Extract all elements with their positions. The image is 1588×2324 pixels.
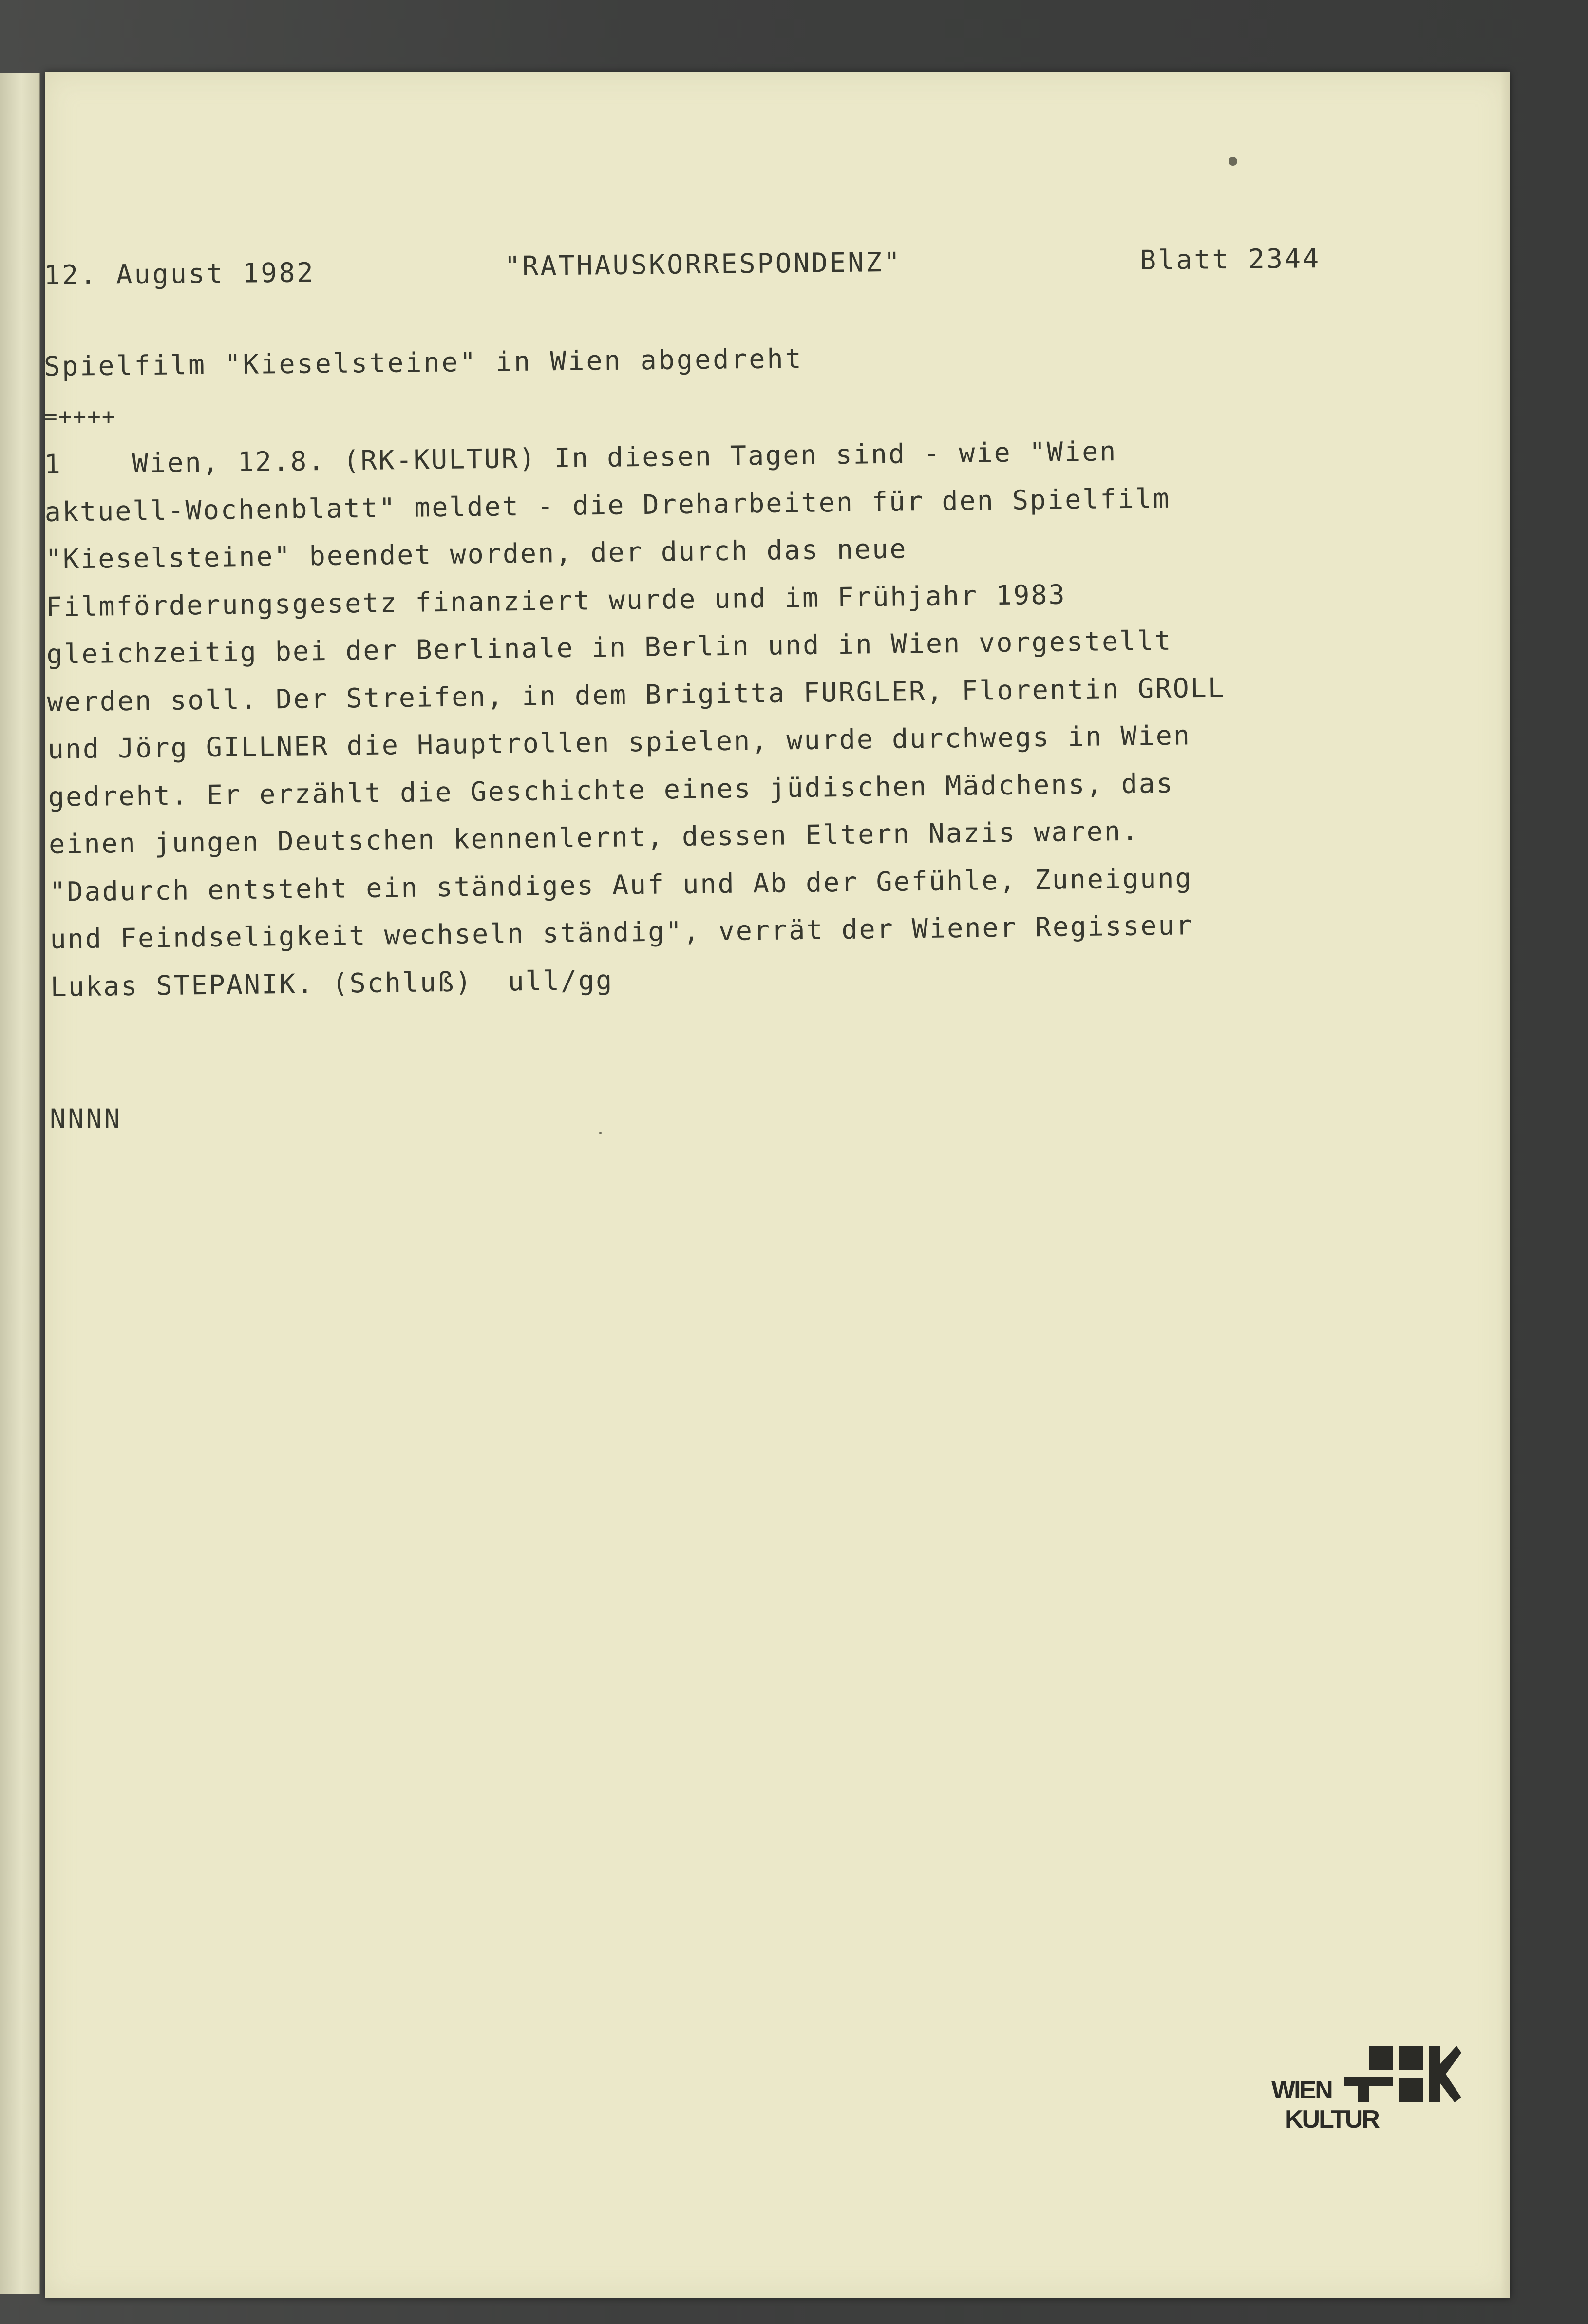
header-sheet-number: Blatt 2344 xyxy=(1139,243,1321,276)
paper-speck xyxy=(599,1132,602,1134)
paper-speck xyxy=(1229,157,1237,166)
body-line: "Dadurch entsteht ein ständiges Auf und Ab der Gefühle, Zuneigung xyxy=(49,862,1193,907)
article-body xyxy=(44,424,1405,1011)
end-mark: NNNN xyxy=(50,1103,122,1134)
body-line: "Kieselsteine" beendet worden, der durch das neue xyxy=(45,533,907,575)
body-line: und Feindseligkeit wechseln ständig", verrät der Wiener Regisseur xyxy=(50,909,1194,955)
body-line: werden soll. Der Streifen, in dem Brigitta FURGLER, Florentin GROLL xyxy=(47,671,1226,718)
wien-kultur-logo-mark xyxy=(1223,2036,1466,2182)
body-line: einen jungen Deutschen kennenlernt, dessen Eltern Nazis waren. xyxy=(48,815,1140,860)
wien-kultur-logo xyxy=(1223,2036,1466,2182)
logo-wien-text: WIEN xyxy=(1271,2076,1332,2104)
body-line: aktuell-Wochenblatt" meldet - die Dreharbeiten für den Spielfilm xyxy=(44,482,1171,528)
body-line: 1 Wien, 12.8. (RK-KULTUR) In diesen Tagen sind - wie "Wien xyxy=(44,435,1117,480)
body-line: Filmförderungsgesetz finanziert wurde und im Frühjahr 1983 xyxy=(45,578,1066,623)
body-line: gedreht. Er erzählt die Geschichte eines jüdischen Mädchens, das xyxy=(48,767,1174,812)
headline-underline: =++++ xyxy=(44,403,116,430)
header-publication: "RATHAUSKORRESPONDENZ" xyxy=(504,246,902,282)
logo-kultur-text: KULTUR xyxy=(1285,2105,1379,2134)
body-line: Lukas STEPANIK. (Schluß) ull/gg xyxy=(50,964,614,1002)
page-edge-shading xyxy=(1500,72,1510,2298)
body-line: gleichzeitig bei der Berlinale in Berlin und in Wien vorgestellt xyxy=(46,624,1172,670)
body-line: und Jörg GILLNER die Hauptrollen spielen, wurde durchwegs in Wien xyxy=(47,719,1191,765)
article-headline: Spielfilm "Kieselsteine" in Wien abgedreht xyxy=(43,342,804,382)
header-date: 12. August 1982 xyxy=(43,257,316,291)
document-page xyxy=(45,72,1510,2298)
previous-page-edge xyxy=(0,73,40,2294)
